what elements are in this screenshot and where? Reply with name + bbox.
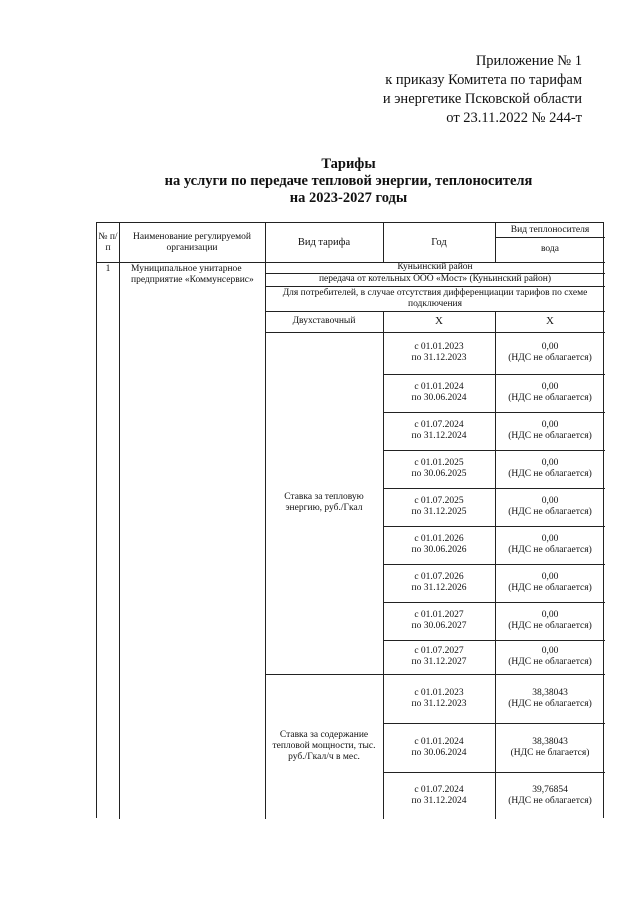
tariff-value: 38,38043 xyxy=(532,687,568,698)
period-rows xyxy=(97,223,605,819)
period-from: с 01.01.2023 xyxy=(414,342,464,352)
tariff-value-cell xyxy=(495,564,605,602)
period-cell xyxy=(383,674,495,723)
period-to: по 31.12.2024 xyxy=(411,431,467,441)
grid-line xyxy=(383,772,605,773)
period-to: по 31.12.2023 xyxy=(411,353,467,363)
header-num-text: № п/п xyxy=(98,231,118,253)
period-to: по 30.06.2024 xyxy=(411,393,467,403)
tariff-value: 0,00 xyxy=(541,382,559,392)
tariff-value-cell xyxy=(495,723,605,772)
vat-note: (НДС не облагается) xyxy=(508,583,592,593)
period-from: с 01.01.2023 xyxy=(414,687,464,698)
two-part-label-text: Двухставочный xyxy=(292,316,356,326)
vat-note: (НДС не облагается) xyxy=(508,657,592,667)
period-to: по 31.12.2024 xyxy=(411,795,467,806)
period-to: по 31.12.2026 xyxy=(411,583,467,593)
period-cell xyxy=(383,564,495,602)
vat-note: (НДС не облагается) xyxy=(508,795,592,806)
tariff-value-cell xyxy=(495,488,605,526)
tariff-value: 0,00 xyxy=(541,342,559,352)
tariff-value: 0,00 xyxy=(541,458,559,468)
tariff-value: 38,38043 xyxy=(532,736,568,747)
period-cell xyxy=(383,450,495,488)
header-carrier-text: Вид теплоносителя xyxy=(510,224,590,235)
grid-line xyxy=(383,450,605,451)
period-cell xyxy=(383,332,495,374)
grid-line xyxy=(383,488,605,489)
period-from: с 01.07.2024 xyxy=(414,784,464,795)
period-to: по 31.12.2025 xyxy=(411,507,467,517)
period-to: по 30.06.2026 xyxy=(411,545,467,555)
period-cell xyxy=(383,723,495,772)
transfer-text: передача от котельных ООО «Мост» (Куньинский район) xyxy=(318,274,552,284)
period-cell xyxy=(383,488,495,526)
district-text: Куньинский район xyxy=(397,262,473,272)
vat-note: (НДС не облагается) xyxy=(508,431,592,441)
tariff-value: 0,00 xyxy=(541,420,559,430)
period-cell xyxy=(383,526,495,564)
appendix-line-4: от 23.11.2022 № 244-т xyxy=(446,110,582,126)
period-from: с 01.07.2024 xyxy=(414,420,464,430)
appendix-line-1: Приложение № 1 xyxy=(475,53,582,69)
period-from: с 01.01.2024 xyxy=(414,736,464,747)
vat-note: (НДС не облагается) xyxy=(508,393,592,403)
two-part-year-text: Х xyxy=(435,315,443,327)
period-from: с 01.01.2026 xyxy=(414,534,464,544)
header-org-text: Наименование регулируемой организации xyxy=(133,231,251,253)
period-cell xyxy=(383,772,495,819)
title-line-3: на 2023-2027 годы xyxy=(289,190,408,206)
tariff-value-cell xyxy=(495,332,605,374)
tariff-value: 39,76854 xyxy=(532,784,568,795)
title-line-1: Тарифы xyxy=(321,156,376,172)
period-from: с 01.01.2027 xyxy=(414,610,464,620)
grid-line xyxy=(383,640,605,641)
header-year-text: Год xyxy=(431,237,447,248)
vat-note: (НДС не благается) xyxy=(510,747,590,758)
appendix-header xyxy=(383,52,582,128)
document-title xyxy=(96,156,601,207)
period-from: с 01.01.2025 xyxy=(414,458,464,468)
grid-line xyxy=(383,723,605,724)
period-cell xyxy=(383,374,495,412)
vat-note: (НДС не облагается) xyxy=(508,621,592,631)
grid-line xyxy=(383,412,605,413)
vat-note: (НДС не облагается) xyxy=(508,545,592,555)
vat-note: (НДС не облагается) xyxy=(508,507,592,517)
tariff-table xyxy=(96,222,604,818)
vat-note: (НДС не облагается) xyxy=(508,469,592,479)
tariff-value-cell xyxy=(495,640,605,674)
tariff-value: 0,00 xyxy=(541,572,559,582)
period-to: по 30.06.2025 xyxy=(411,469,467,479)
period-cell xyxy=(383,640,495,674)
tariff-value-cell xyxy=(495,374,605,412)
appendix-line-2: к приказу Комитета по тарифам xyxy=(385,72,582,88)
tariff-value: 0,00 xyxy=(541,496,559,506)
tariff-value: 0,00 xyxy=(541,610,559,620)
capacity-rate-label-text: Ставка за содержание тепловой мощности, тыс. руб./Гкал/ч в мес. xyxy=(272,730,376,762)
tariff-value-cell xyxy=(495,674,605,723)
period-from: с 01.07.2025 xyxy=(414,496,464,506)
period-to: по 31.12.2023 xyxy=(411,698,467,709)
period-from: с 01.07.2027 xyxy=(414,646,464,656)
tariff-value-cell xyxy=(495,602,605,640)
appendix-line-3: и энергетике Псковской области xyxy=(382,91,582,107)
period-cell xyxy=(383,602,495,640)
organization-name: Муниципальное унитарное предприятие «Коммунсервис» xyxy=(131,264,254,285)
grid-line xyxy=(383,374,605,375)
period-cell xyxy=(383,412,495,450)
vat-note: (НДС не облагается) xyxy=(508,698,592,709)
period-from: с 01.01.2024 xyxy=(414,382,464,392)
tariff-value-cell xyxy=(495,450,605,488)
tariff-value-cell xyxy=(495,412,605,450)
vat-note: (НДС не облагается) xyxy=(508,353,592,363)
period-to: по 30.06.2024 xyxy=(411,747,467,758)
tariff-value-cell xyxy=(495,526,605,564)
grid-line xyxy=(383,526,605,527)
header-tariff-type-text: Вид тарифа xyxy=(297,237,351,248)
energy-rate-label-text: Ставка за тепловую энергию, руб./Гкал xyxy=(284,492,364,513)
title-line-2: на услуги по передаче тепловой энергии, теплоносителя xyxy=(164,173,533,189)
consumers-text: Для потребителей, в случае отсутствия дифференциации тарифов по схеме подключения xyxy=(282,287,588,309)
tariff-value: 0,00 xyxy=(541,534,559,544)
tariff-value-cell xyxy=(495,772,605,819)
header-water-text: вода xyxy=(541,244,559,254)
grid-line xyxy=(383,564,605,565)
grid-line xyxy=(383,602,605,603)
period-to: по 30.06.2027 xyxy=(411,621,467,631)
two-part-value-text: Х xyxy=(546,315,554,327)
period-to: по 31.12.2027 xyxy=(411,657,467,667)
row-number: 1 xyxy=(105,264,111,274)
period-from: с 01.07.2026 xyxy=(414,572,464,582)
tariff-value: 0,00 xyxy=(541,646,559,656)
